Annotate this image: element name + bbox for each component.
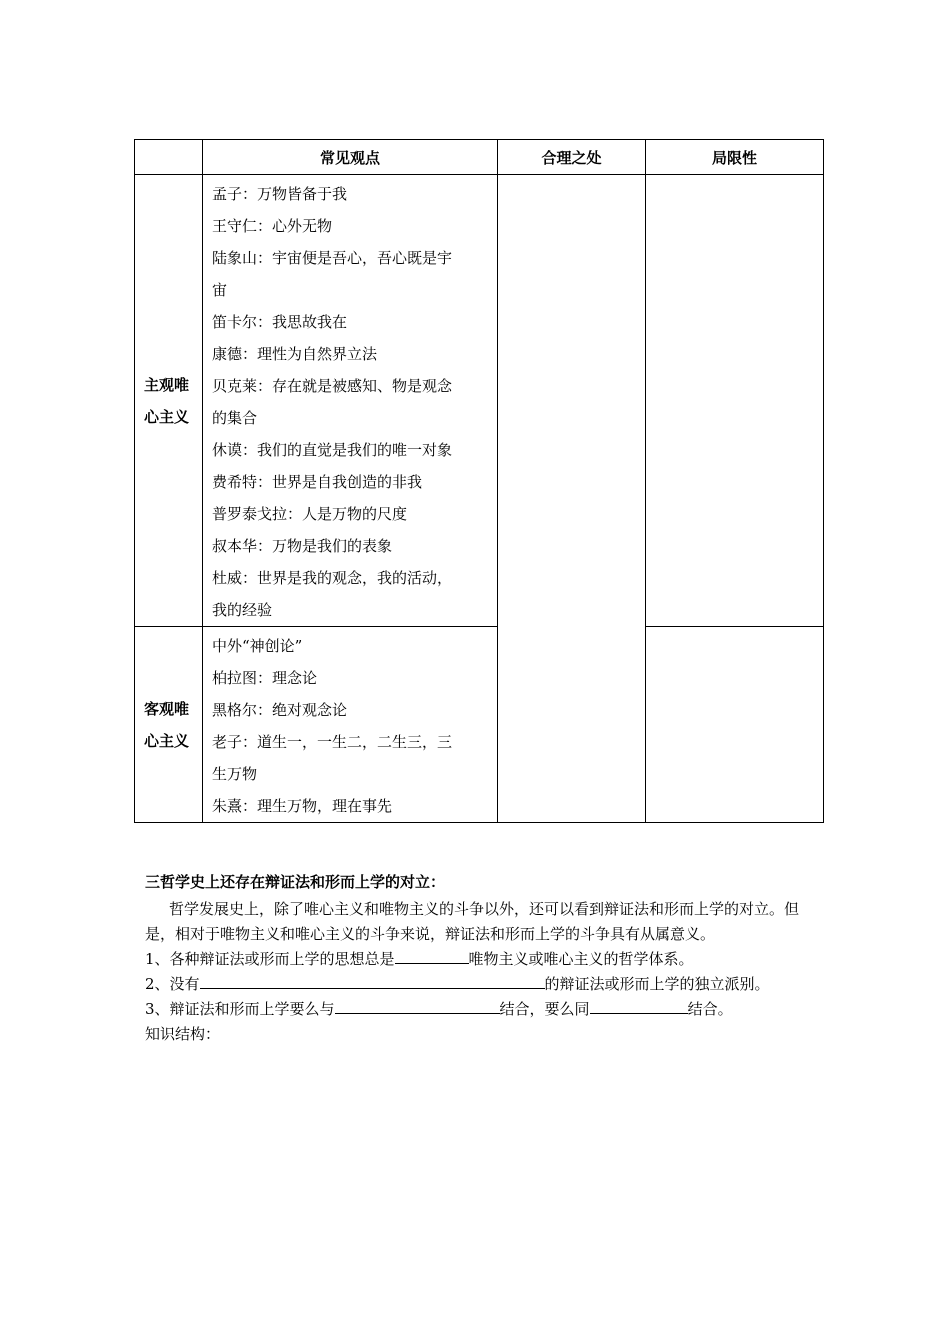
table-row-subjective <box>135 175 824 627</box>
row-label-line: 主观唯 <box>144 375 190 394</box>
view-line: 我的经验 <box>212 601 273 619</box>
question-2-text-before: 2、没有 <box>145 975 200 993</box>
philosophy-table <box>134 139 824 823</box>
header-common-views: 常见观点 <box>203 140 498 175</box>
table-row-objective <box>135 627 824 823</box>
question-1-text-before: 1、各种辩证法或形而上学的思想总是 <box>145 950 395 968</box>
view-line: 生万物 <box>212 765 258 783</box>
row-label-line: 心主义 <box>144 407 190 426</box>
view-line: 杜威：世界是我的观念，我的活动， <box>212 569 453 587</box>
view-line: 贝克莱：存在就是被感知、物是观念 <box>212 377 453 395</box>
question-item-2 <box>145 972 815 997</box>
view-line: 叔本华：万物是我们的表象 <box>212 537 393 555</box>
subjective-views-cell <box>203 175 498 627</box>
view-line: 笛卡尔：我思故我在 <box>212 313 348 331</box>
fill-blank-3b[interactable] <box>590 997 688 1014</box>
view-line: 柏拉图：理念论 <box>212 669 318 687</box>
objective-views-cell <box>203 627 498 823</box>
view-line: 康德：理性为自然界立法 <box>212 345 378 363</box>
question-3-text-after: 结合。 <box>687 1000 733 1018</box>
question-3-text-before: 3、辩证法和形而上学要么与 <box>145 1000 335 1018</box>
dialectics-section <box>145 870 815 1047</box>
subjective-limitations-cell[interactable] <box>646 175 824 627</box>
view-line: 老子：道生一，一生二，二生三，三 <box>212 733 453 751</box>
fill-blank-3a[interactable] <box>335 997 500 1014</box>
question-2-text-after: 的辩证法或形而上学的独立派别。 <box>544 975 770 993</box>
view-line: 普罗泰戈拉：人是万物的尺度 <box>212 505 408 523</box>
knowledge-structure-label: 知识结构： <box>145 1025 221 1043</box>
fill-blank-1[interactable] <box>395 947 469 964</box>
row-label-line: 客观唯 <box>144 699 190 718</box>
question-item-3 <box>145 997 815 1022</box>
view-line: 黑格尔：绝对观念论 <box>212 701 348 719</box>
question-3-text-middle: 结合，要么同 <box>499 1000 590 1018</box>
view-line: 中外“神创论” <box>212 637 303 655</box>
view-line: 的集合 <box>212 409 258 427</box>
section-heading: 三哲学史上还存在辩证法和形而上学的对立： <box>145 873 446 891</box>
view-line: 孟子：万物皆备于我 <box>212 185 348 203</box>
reasonable-points-cell[interactable] <box>498 175 646 823</box>
fill-blank-2[interactable] <box>200 972 545 989</box>
row-label-line: 心主义 <box>144 731 190 750</box>
row-label-subjective-idealism <box>135 175 203 627</box>
table-header-row <box>135 140 824 175</box>
question-item-1 <box>145 947 815 972</box>
view-line: 费希特：世界是自我创造的非我 <box>212 473 423 491</box>
header-limitations: 局限性 <box>646 140 824 175</box>
view-line: 朱熹：理生万物，理在事先 <box>212 797 393 815</box>
view-line: 陆象山：宇宙便是吾心，吾心既是宇 <box>212 249 453 267</box>
row-label-objective-idealism <box>135 627 203 823</box>
section-paragraph: 哲学发展史上，除了唯心主义和唯物主义的斗争以外，还可以看到辩证法和形而上学的对立。但是，相对于唯物主义和唯心主义的斗争来说，辩证法和形而上学的斗争具有从属意义。 <box>145 900 800 943</box>
view-line: 宙 <box>212 281 228 299</box>
header-reasonable-points: 合理之处 <box>498 140 646 175</box>
question-1-text-after: 唯物主义或唯心主义的哲学体系。 <box>468 950 694 968</box>
objective-limitations-cell[interactable] <box>646 627 824 823</box>
view-line: 王守仁：心外无物 <box>212 217 333 235</box>
header-corner <box>135 140 203 175</box>
view-line: 休谟：我们的直觉是我们的唯一对象 <box>212 441 453 459</box>
